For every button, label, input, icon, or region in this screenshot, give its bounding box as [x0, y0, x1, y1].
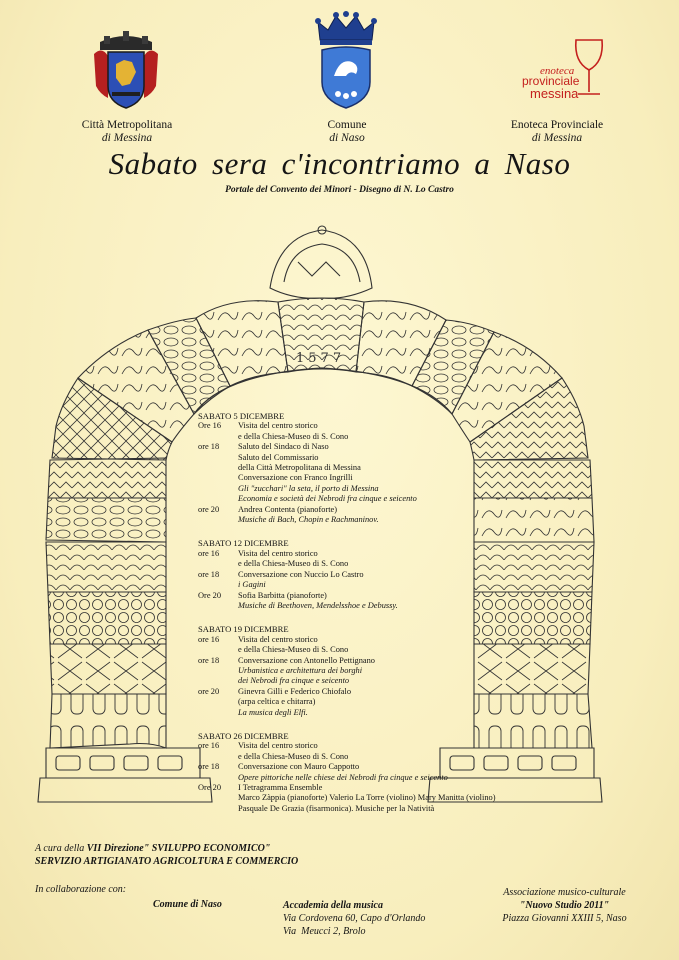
program-item: [198, 442, 478, 504]
program-item: [198, 570, 478, 591]
program-day-title: SABATO 12 DICEMBRE: [198, 538, 289, 549]
program-item-line: Conversazione con Franco Ingrilli: [238, 473, 353, 483]
program-item-line: Pasquale De Grazia (fisarmonica). Musiche per la Natività: [238, 803, 435, 813]
poster-subtitle: Portale del Convento dei Minori - Disegno di N. Lo Castro: [225, 185, 454, 195]
program-item-description: [238, 505, 478, 526]
portal-year-inscription: 1577: [296, 351, 346, 366]
program-item: [198, 591, 478, 612]
program-item: [198, 783, 496, 814]
program-item-line: della Città Metropolitana di Messina: [238, 463, 361, 473]
program-item-time: ore 18: [198, 655, 220, 665]
program-item-time: ore 16: [198, 634, 220, 644]
program-item-description: [238, 591, 478, 612]
program-item-line: Visita del centro storico: [238, 741, 318, 751]
program-item-description: [238, 635, 478, 656]
enoteca-mark-line1: enoteca: [540, 65, 575, 77]
program-item-note: Opere pittoriche nelle chiese dei Nebrodi fra cinque e seicento: [238, 772, 448, 782]
program-item-note: Musiche di Beethoven, Mendelsshoe e Debussy.: [238, 600, 398, 610]
program-item-time: ore 16: [198, 548, 220, 558]
program-item-line: Visita del centro storico: [238, 421, 318, 431]
program-item: [198, 762, 478, 783]
program-item: [198, 505, 478, 526]
program-item-line: e della Chiesa-Museo di S. Cono: [238, 751, 349, 761]
collaborator-nuovo-studio: Associazione musico-culturale "Nuovo Studio 2011" Piazza Giovanni XXIII 5, Naso: [502, 887, 627, 924]
program-item: [198, 741, 478, 762]
program-day-title: SABATO 19 DICEMBRE: [198, 624, 289, 635]
program-item-note: dei Nebrodi fra cinque e seicento: [238, 676, 350, 686]
program-item: [198, 549, 478, 570]
program-item-line: Ginevra Gilli e Federico Chiofalo: [238, 686, 352, 696]
program-item-description: [238, 656, 478, 687]
program-item-description: [238, 570, 478, 591]
program-item: [198, 656, 478, 687]
program-item-note: La musica degli Elfi.: [238, 707, 308, 717]
program-item: [198, 635, 478, 656]
program-item-description: [238, 549, 478, 570]
program-item-description: [238, 762, 478, 783]
enoteca-mark-line3: messina: [530, 86, 579, 101]
program-item-time: ore 18: [198, 569, 220, 579]
program-item-time: ore 20: [198, 686, 220, 696]
program-item-line: e della Chiesa-Museo di S. Cono: [238, 431, 349, 441]
collaboration-label: In collaborazione con:: [35, 884, 127, 895]
poster-title: Sabato sera c'incontriamo a Naso: [108, 146, 571, 181]
program-item-line: Saluto del Sindaco di Naso: [238, 442, 329, 452]
program-day: [198, 730, 496, 814]
program-item-time: ore 18: [198, 762, 220, 772]
program-item-line: Conversazione con Antonello Pettignano: [238, 655, 375, 665]
program-item-note: Gli "zucchari" la seta, il porto di Messina: [238, 483, 379, 493]
program-item-line: Andrea Contenta (pianoforte): [238, 504, 338, 514]
program-item-description: [238, 687, 478, 718]
citta-metropolitana-label: Città Metropolitana di Messina: [81, 119, 173, 144]
program-item-line: Visita del centro storico: [238, 548, 318, 558]
program-day: [198, 538, 478, 611]
program-item-line: Conversazione con Mauro Cappotto: [238, 762, 360, 772]
program-item-time: ore 16: [198, 741, 220, 751]
program-item-time: Ore 16: [198, 421, 222, 431]
program-item-time: ore 20: [198, 504, 220, 514]
program-item-description: [238, 741, 478, 762]
program-item-line: (arpa celtica e chitarra): [238, 697, 316, 707]
program-day-title: SABATO 26 DICEMBRE: [198, 730, 289, 741]
enoteca-label: Enoteca Provinciale di Messina: [510, 119, 604, 144]
program-item-line: e della Chiesa-Museo di S. Cono: [238, 559, 349, 569]
program-item-time: Ore 20: [198, 783, 222, 792]
comune-di-naso-label: Comune di Naso: [327, 119, 367, 144]
program-item-note: Musiche di Bach, Chopin e Rachmaninov.: [238, 515, 379, 525]
program-item-line: Visita del centro storico: [238, 634, 318, 644]
program-day: [198, 411, 478, 525]
program-day: [198, 624, 478, 718]
program-item: [198, 421, 478, 442]
organizer-credit: A cura della VII Direzione" SVILUPPO ECONOMICO" SERVIZIO ARTIGIANATO AGRICOLTURA E COMMERCIO: [35, 843, 299, 867]
program-item-note: i Gagini: [238, 580, 266, 590]
program-item-line: e della Chiesa-Museo di S. Cono: [238, 645, 349, 655]
program-item-line: Sofia Barbitta (pianoforte): [238, 590, 327, 600]
enoteca-mark-line2: provinciale: [522, 74, 580, 88]
program-day-title: SABATO 5 DICEMBRE: [198, 411, 285, 421]
program-item-line: Saluto del Commissario: [238, 452, 319, 462]
collaborator-comune: Comune di Naso: [153, 899, 222, 910]
collaborator-accademia: Accademia della musica Via Cordovena 60, Capo d'Orlando Via Meucci 2, Brolo: [283, 900, 426, 937]
program-item-description: [238, 421, 478, 442]
program-item-note: Economia e società dei Nebrodi fra cinque e seicento: [238, 494, 417, 504]
program-item-time: ore 18: [198, 442, 220, 452]
program-item-description: [238, 783, 495, 814]
program-item-time: Ore 20: [198, 590, 222, 600]
program-item-note: Urbanistica e architettura dei borghi: [238, 665, 363, 675]
program-item-line: I Tetragramma Ensemble: [238, 783, 323, 792]
program-item: [198, 687, 478, 718]
program-item-line: Marco Zàppia (pianoforte) Valerio La Torre (violino) Mary Manitta (violino): [238, 793, 496, 803]
program-item-line: Conversazione con Nuccio Lo Castro: [238, 569, 364, 579]
program-item-description: [238, 442, 478, 504]
event-program: [198, 411, 496, 827]
